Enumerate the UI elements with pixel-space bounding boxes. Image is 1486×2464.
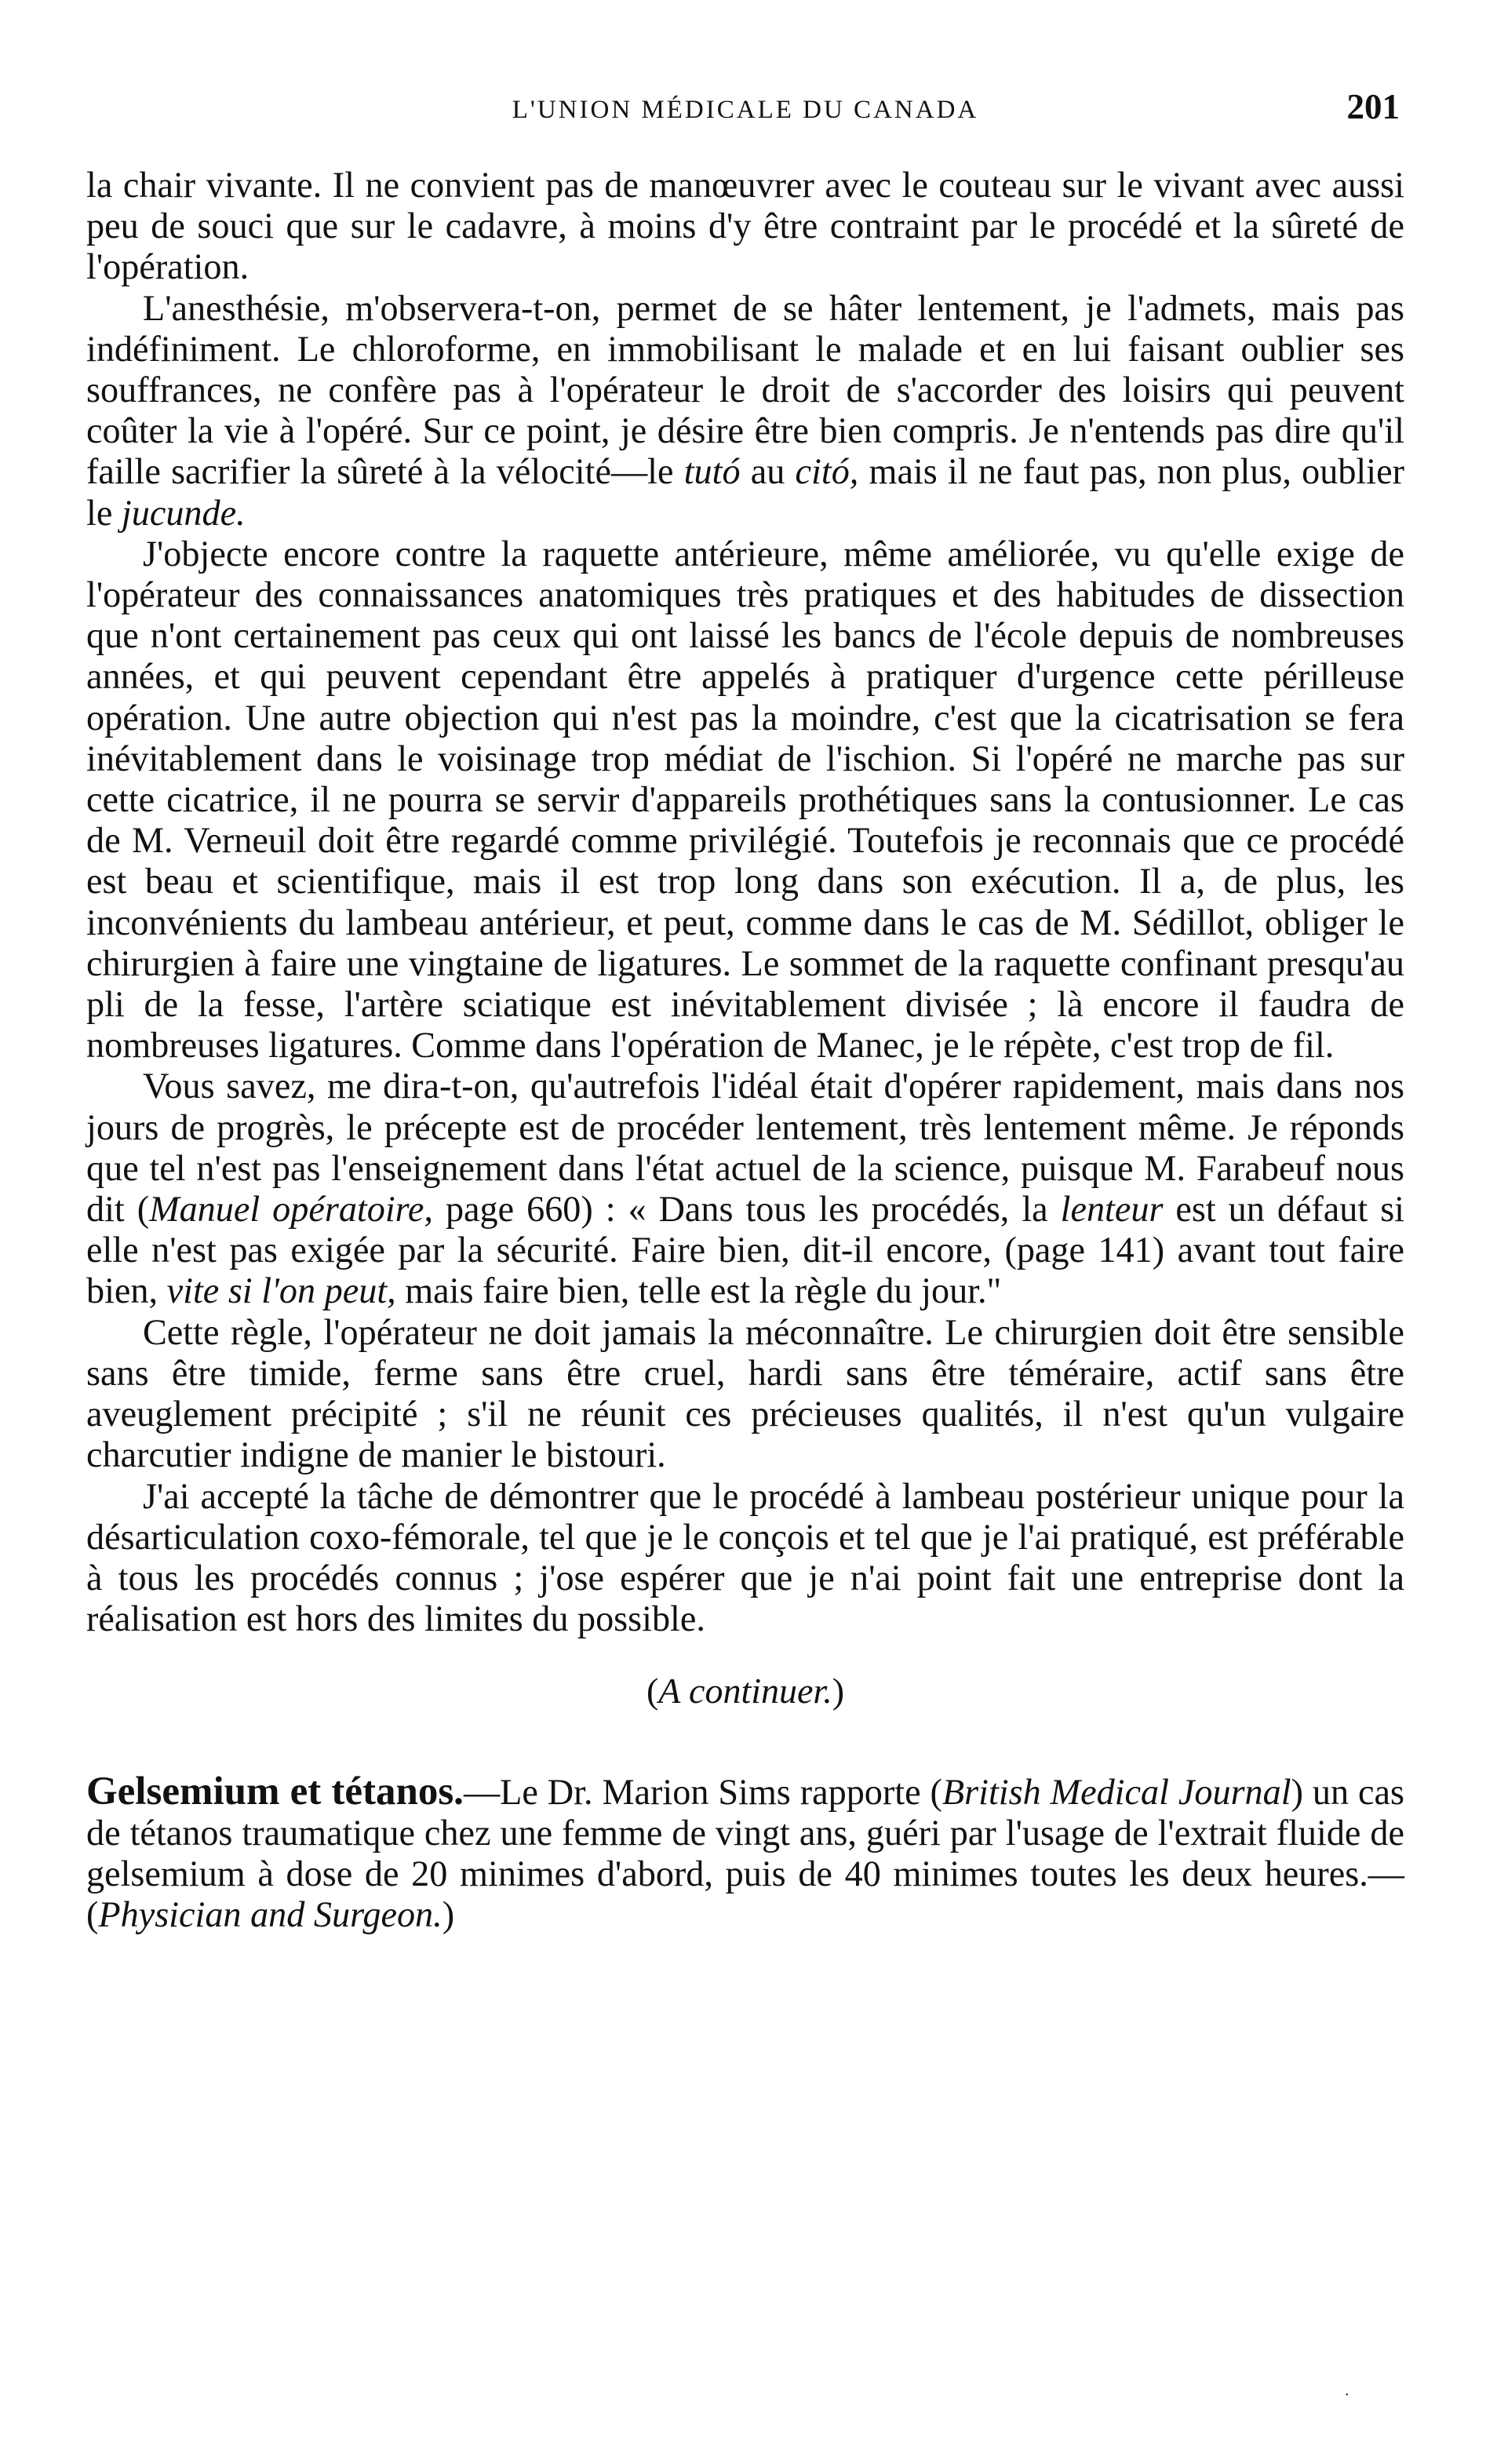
- printer-mark: ·: [1344, 2386, 1349, 2404]
- news-source: British Medical Journal: [941, 1772, 1291, 1813]
- journal-page: [86, 86, 1404, 2409]
- paragraph-2-jucunde: jucunde.: [121, 492, 246, 533]
- to-be-continued: [86, 1671, 1404, 1711]
- news-title: Gelsemium et tétanos.: [86, 1770, 464, 1814]
- to-be-continued-open: (: [646, 1671, 659, 1711]
- paragraph-2-text-c: mais il ne faut pas, non plus, oublier le: [86, 451, 1404, 533]
- paragraph-2-tuto: tutó: [683, 451, 741, 492]
- paragraph-4-vite: vite si l'on peut,: [166, 1270, 396, 1311]
- paragraph-2-text-a: L'anesthésie, m'observera-t-on, permet de se hâter lentement, je l'admets, mais pas indéfiniment. Le chloroforme, en immobilisant le malade et en lui faisant oublier ses souffrances, ne confère pas à l'opérateur le droit de s'accorder des loisirs qui peuvent coûter la vie à l'opéré. Sur ce point, je désire être bien compris. Je n'entends pas dire qu'il faille sacrifier la sûreté à la vélocité—le: [86, 287, 1404, 492]
- paragraph-2-cito: citó,: [795, 451, 859, 492]
- page-number: 201: [1346, 87, 1400, 126]
- paragraph-2-text-b: au: [740, 451, 796, 492]
- paragraph-1: la chair vivante. Il ne convient pas de manœuvrer avec le couteau sur le vivant avec aussi peu de souci que sur le cadavre, à moins d'y être contraint par le procédé et la sûreté de l'opération.: [86, 165, 1404, 287]
- paragraph-4-text-d: mais faire bien, telle est la règle du jour.": [395, 1270, 1002, 1311]
- paragraph-4-text-c: est un défaut si elle n'est pas exigée par la sécurité. Faire bien, dit-il encore, (page 141) avant tout faire bien,: [86, 1189, 1404, 1311]
- paragraph-4-text-a: Vous savez, me dira-t-on, qu'autrefois l'idéal était d'opérer rapidement, mais dans nos jours de progrès, le précepte est de procéder lentement, très lentement même. Je réponds que tel n'est pas l'enseignement dans l'état actuel de la science, puisque M. Farabeuf nous dit (: [86, 1066, 1404, 1230]
- running-head: [86, 86, 1404, 141]
- paragraph-6: J'ai accepté la tâche de démontrer que le procédé à lambeau postérieur unique pour la désarticulation coxo-fémorale, tel que je le conçois et tel que je l'ai pratiqué, est préférable à tous les procédés connus ; j'ose espérer que je n'ai point fait une entreprise dont la réalisation est hors des limites du possible.: [86, 1475, 1404, 1639]
- news-text-a: —Le Dr. Marion Sims rapporte (: [463, 1772, 942, 1813]
- to-be-continued-close: ): [832, 1671, 845, 1711]
- news-text-b: ) un cas de tétanos traumatique chez une femme de vingt ans, guéri par l'usage de l'extrait fluide de gelsemium à dose de 20 minimes d'abord, puis de 40 minimes toutes les deux heures.—(: [86, 1772, 1405, 1935]
- journal-title: L'UNION MÉDICALE DU CANADA: [512, 96, 979, 124]
- paragraph-3: J'objecte encore contre la raquette antérieure, même améliorée, vu qu'elle exige de l'opérateur des connaissances anatomiques très pratiques et des habitudes de dissection que n'ont certainement pas ceux qui ont laissé les bancs de l'école depuis de nombreuses années, et qui peuvent cependant être appelés à pratiquer d'urgence cette périlleuse opération. Une autre objection qui n'est pas la moindre, c'est que la cicatrisation se fera inévitablement dans le voisinage trop médiat de l'ischion. Si l'opéré ne marche pas sur cette cicatrice, il ne pourra se servir d'appareils prothétiques sans la contusionner. Le cas de M. Verneuil doit être regardé comme privilégié. Toutefois je reconnais que ce procédé est beau et scientifique, mais il est trop long dans son exécution. Il a, de plus, les inconvénients du lambeau antérieur, et peut, comme dans le cas de M. Sédillot, obliger le chirurgien à faire une vingtaine de ligatures. Le sommet de la raquette confinant presqu'au pli de la fesse, l'artère sciatique est inévitablement divisée ; là encore il faudra de nombreuses ligatures. Comme dans l'opération de Manec, je le répète, c'est trop de fil.: [86, 533, 1404, 1066]
- news-text-c: ): [442, 1894, 455, 1935]
- paragraph-2: [86, 288, 1404, 534]
- news-item: [86, 1771, 1404, 1935]
- paragraph-5: Cette règle, l'opérateur ne doit jamais la méconnaître. Le chirurgien doit être sensible sans être timide, ferme sans être cruel, hardi sans être téméraire, actif sans être aveuglement précipité ; s'il ne réunit ces précieuses qualités, il n'est qu'un vulgaire charcutier indigne de manier le bistouri.: [86, 1311, 1404, 1475]
- article-body: [86, 165, 1404, 1639]
- paragraph-4-manuel: Manuel opératoire,: [149, 1189, 433, 1230]
- paragraph-4-text-b: page 660) : « Dans tous les procédés, la: [432, 1189, 1061, 1230]
- paragraph-4-lenteur: lenteur: [1060, 1189, 1164, 1230]
- to-be-continued-text: A continuer.: [658, 1671, 832, 1711]
- news-source-2: Physician and Surgeon.: [98, 1894, 443, 1935]
- paragraph-4: [86, 1066, 1404, 1311]
